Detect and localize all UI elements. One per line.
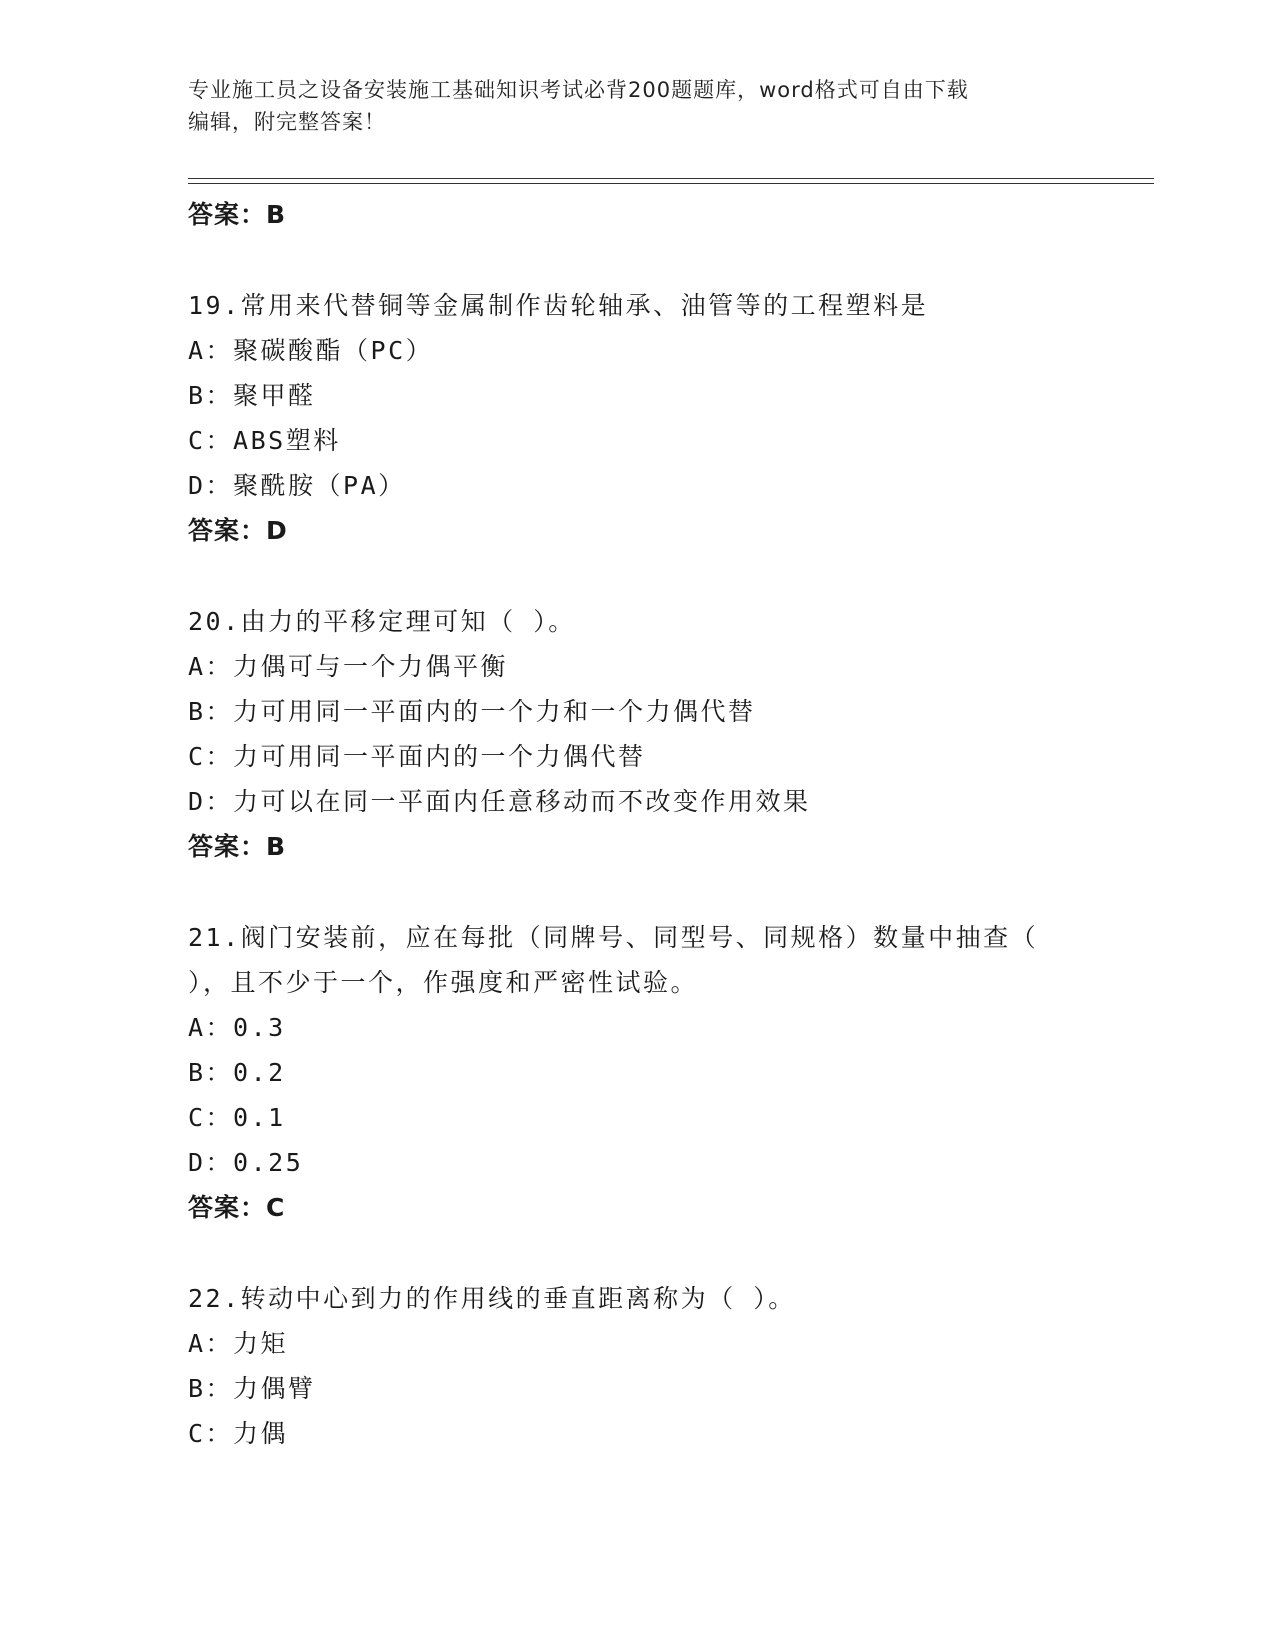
question-text-line-1: 21.阀门安装前，应在每批（同牌号、同型号、同规格）数量中抽查（ bbox=[188, 923, 1039, 952]
option-b: B：聚甲醛 bbox=[188, 381, 316, 410]
option-c: C：0.1 bbox=[188, 1103, 286, 1132]
option-c: C：ABS塑料 bbox=[188, 426, 341, 455]
spacer bbox=[188, 1230, 1088, 1276]
question-block bbox=[188, 915, 1088, 1230]
header-divider-bottom bbox=[188, 183, 1154, 184]
option-a: A：力矩 bbox=[188, 1329, 289, 1358]
option-d: D：0.25 bbox=[188, 1148, 304, 1177]
option-b: B：0.2 bbox=[188, 1058, 286, 1087]
question-text-line-2: ），且不少于一个，作强度和严密性试验。 bbox=[188, 968, 699, 997]
header-line-1: 专业施工员之设备安装施工基础知识考试必背200题题库，word格式可自由下载 bbox=[188, 78, 969, 102]
answer-line: 答案：B bbox=[188, 832, 287, 861]
option-d: D：力可以在同一平面内任意移动而不改变作用效果 bbox=[188, 787, 811, 816]
spacer bbox=[188, 237, 1088, 283]
spacer bbox=[188, 553, 1088, 599]
answer-line: 答案：B bbox=[188, 200, 287, 229]
question-block bbox=[188, 283, 1088, 553]
header-line-2: 编辑，附完整答案！ bbox=[188, 110, 386, 134]
question-text: 19.常用来代替铜等金属制作齿轮轴承、油管等的工程塑料是 bbox=[188, 291, 929, 320]
option-a: A：0.3 bbox=[188, 1013, 286, 1042]
option-c: C：力可用同一平面内的一个力偶代替 bbox=[188, 742, 646, 771]
header-divider-top bbox=[188, 178, 1154, 179]
option-b: B：力可用同一平面内的一个力和一个力偶代替 bbox=[188, 697, 756, 726]
answer-line: 答案：C bbox=[188, 1193, 286, 1222]
option-d: D：聚酰胺（PA） bbox=[188, 471, 406, 500]
spacer bbox=[188, 869, 1088, 915]
question-text: 22.转动中心到力的作用线的垂直距离称为（ ）。 bbox=[188, 1284, 796, 1313]
question-block bbox=[188, 1276, 1088, 1456]
question-block bbox=[188, 599, 1088, 869]
answer-line: 答案：D bbox=[188, 516, 288, 545]
option-a: A：力偶可与一个力偶平衡 bbox=[188, 652, 509, 681]
option-b: B：力偶臂 bbox=[188, 1374, 316, 1403]
question-text: 20.由力的平移定理可知（ ）。 bbox=[188, 607, 576, 636]
document-body bbox=[188, 192, 1088, 1456]
document-header bbox=[188, 74, 1068, 138]
option-a: A：聚碳酸酯（PC） bbox=[188, 336, 434, 365]
option-c: C：力偶 bbox=[188, 1419, 289, 1448]
